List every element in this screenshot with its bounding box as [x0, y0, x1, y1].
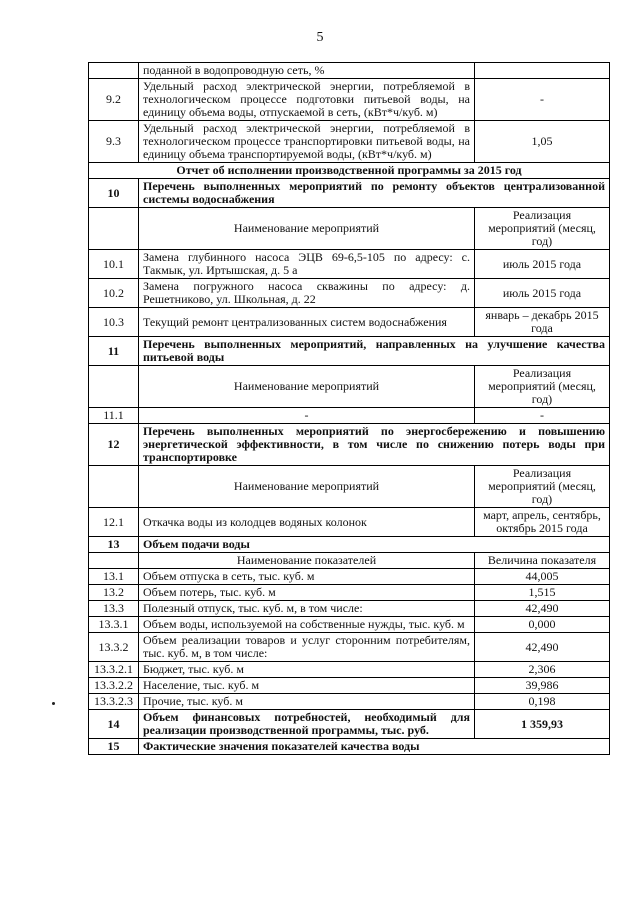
- section-header: [89, 739, 610, 755]
- row-number: 13.3.1: [89, 617, 139, 633]
- row-text: Население, тыс. куб. м: [139, 678, 475, 694]
- section-header: [89, 424, 610, 466]
- financial-needs-value: 1 359,93: [475, 710, 610, 739]
- page-number: 5: [316, 30, 324, 45]
- column-header-value: Величина показателя: [475, 553, 610, 569]
- production-program-table: [88, 62, 610, 755]
- column-header-name: Наименование мероприятий: [139, 208, 475, 250]
- table-row: [89, 678, 610, 694]
- row-text: Замена погружного насоса скважины по адресу: д. Решетниково, ул. Школьная, д. 22: [139, 279, 475, 308]
- row-value: 0,198: [475, 694, 610, 710]
- table-row: [89, 308, 610, 337]
- row-text: Бюджет, тыс. куб. м: [139, 662, 475, 678]
- row-text: Объем реализации товаров и услуг сторонним потребителям, тыс. куб. м, в том числе:: [139, 633, 475, 662]
- row-text: поданной в водопроводную сеть, %: [139, 63, 475, 79]
- row-number: 9.2: [89, 79, 139, 121]
- column-header-row: [89, 553, 610, 569]
- row-value: 2,306: [475, 662, 610, 678]
- row-text: Объем отпуска в сеть, тыс. куб. м: [139, 569, 475, 585]
- row-text: Откачка воды из колодцев водяных колонок: [139, 508, 475, 537]
- row-number: 13.3.2: [89, 633, 139, 662]
- section-title: Перечень выполненных мероприятий по ремонту объектов централизованной системы водоснабжения: [139, 179, 610, 208]
- table-row: [89, 694, 610, 710]
- row-text: Полезный отпуск, тыс. куб. м, в том числе:: [139, 601, 475, 617]
- column-header-name: Наименование мероприятий: [139, 466, 475, 508]
- row-value: 39,986: [475, 678, 610, 694]
- table-row: [89, 617, 610, 633]
- report-title-row: [89, 163, 610, 179]
- section-number: 15: [89, 739, 139, 755]
- section-number: 11: [89, 337, 139, 366]
- row-number: 11.1: [89, 408, 139, 424]
- column-header-row: [89, 366, 610, 408]
- row-value: -: [475, 408, 610, 424]
- row-number: 9.3: [89, 121, 139, 163]
- table-row: [89, 601, 610, 617]
- row-text: -: [139, 408, 475, 424]
- row-text: Объем воды, используемой на собственные нужды, тыс. куб. м: [139, 617, 475, 633]
- column-header-row: [89, 466, 610, 508]
- row-number: [89, 63, 139, 79]
- section-title: Объем финансовых потребностей, необходимый для реализации производственной программы, тыс. руб.: [139, 710, 475, 739]
- row-text: Объем потерь, тыс. куб. м: [139, 585, 475, 601]
- row-number: 13.2: [89, 585, 139, 601]
- row-number: 13.3.2.3: [89, 694, 139, 710]
- table-row: [89, 121, 610, 163]
- section-title: Объем подачи воды: [139, 537, 610, 553]
- row-value: июль 2015 года: [475, 279, 610, 308]
- row-number: 12.1: [89, 508, 139, 537]
- row-value: март, апрель, сентябрь, октябрь 2015 года: [475, 508, 610, 537]
- row-number: 10.3: [89, 308, 139, 337]
- row-number: 13.3.2.1: [89, 662, 139, 678]
- table-row: [89, 662, 610, 678]
- row-number: 13.3: [89, 601, 139, 617]
- section-title: Фактические значения показателей качества воды: [139, 739, 610, 755]
- row-value: июль 2015 года: [475, 250, 610, 279]
- row-number: 10.1: [89, 250, 139, 279]
- margin-dot: [52, 702, 55, 705]
- row-value: -: [475, 79, 610, 121]
- row-text: Прочие, тыс. куб. м: [139, 694, 475, 710]
- column-header-realization: Реализация мероприятий (месяц, год): [475, 366, 610, 408]
- section-header: [89, 179, 610, 208]
- section-number: 14: [89, 710, 139, 739]
- row-value: январь – декабрь 2015 года: [475, 308, 610, 337]
- table-row: [89, 633, 610, 662]
- section-header: [89, 710, 610, 739]
- row-value: 42,490: [475, 633, 610, 662]
- row-text: Удельный расход электрической энергии, потребляемой в технологическом процессе подготовки питьевой воды, на единицу объема воды, отпускаемой в сеть, (кВт*ч/куб. м): [139, 79, 475, 121]
- row-number: 13.3.2.2: [89, 678, 139, 694]
- row-value: 0,000: [475, 617, 610, 633]
- column-header-realization: Реализация мероприятий (месяц, год): [475, 208, 610, 250]
- row-value: 44,005: [475, 569, 610, 585]
- row-text: Текущий ремонт централизованных систем водоснабжения: [139, 308, 475, 337]
- column-header-realization: Реализация мероприятий (месяц, год): [475, 466, 610, 508]
- column-header-row: [89, 208, 610, 250]
- table-row: [89, 585, 610, 601]
- table-row: [89, 408, 610, 424]
- row-text: Удельный расход электрической энергии, потребляемой в технологическом процессе транспортировки питьевой воды, на единицу объема транспортируемой воды, (кВт*ч/куб. м): [139, 121, 475, 163]
- row-value: 1,515: [475, 585, 610, 601]
- section-header: [89, 337, 610, 366]
- section-number: 10: [89, 179, 139, 208]
- table-row: [89, 250, 610, 279]
- row-number: 13.1: [89, 569, 139, 585]
- table-row: [89, 508, 610, 537]
- table-row: [89, 279, 610, 308]
- section-title: Перечень выполненных мероприятий, направленных на улучшение качества питьевой воды: [139, 337, 610, 366]
- row-value: [475, 63, 610, 79]
- row-number: 10.2: [89, 279, 139, 308]
- table-row: [89, 569, 610, 585]
- row-text: Замена глубинного насоса ЭЦВ 69-6,5-105 по адресу: с. Такмык, ул. Иртышская, д. 5 а: [139, 250, 475, 279]
- row-value: 1,05: [475, 121, 610, 163]
- section-number: 13: [89, 537, 139, 553]
- column-header-name: Наименование показателей: [139, 553, 475, 569]
- table-row: [89, 79, 610, 121]
- row-value: 42,490: [475, 601, 610, 617]
- section-title: Перечень выполненных мероприятий по энергосбережению и повышению энергетической эффективности, в том числе по снижению потерь воды при транспортировке: [139, 424, 610, 466]
- table-row: [89, 63, 610, 79]
- report-title: Отчет об исполнении производственной программы за 2015 год: [89, 163, 610, 179]
- column-header-name: Наименование мероприятий: [139, 366, 475, 408]
- section-header: [89, 537, 610, 553]
- section-number: 12: [89, 424, 139, 466]
